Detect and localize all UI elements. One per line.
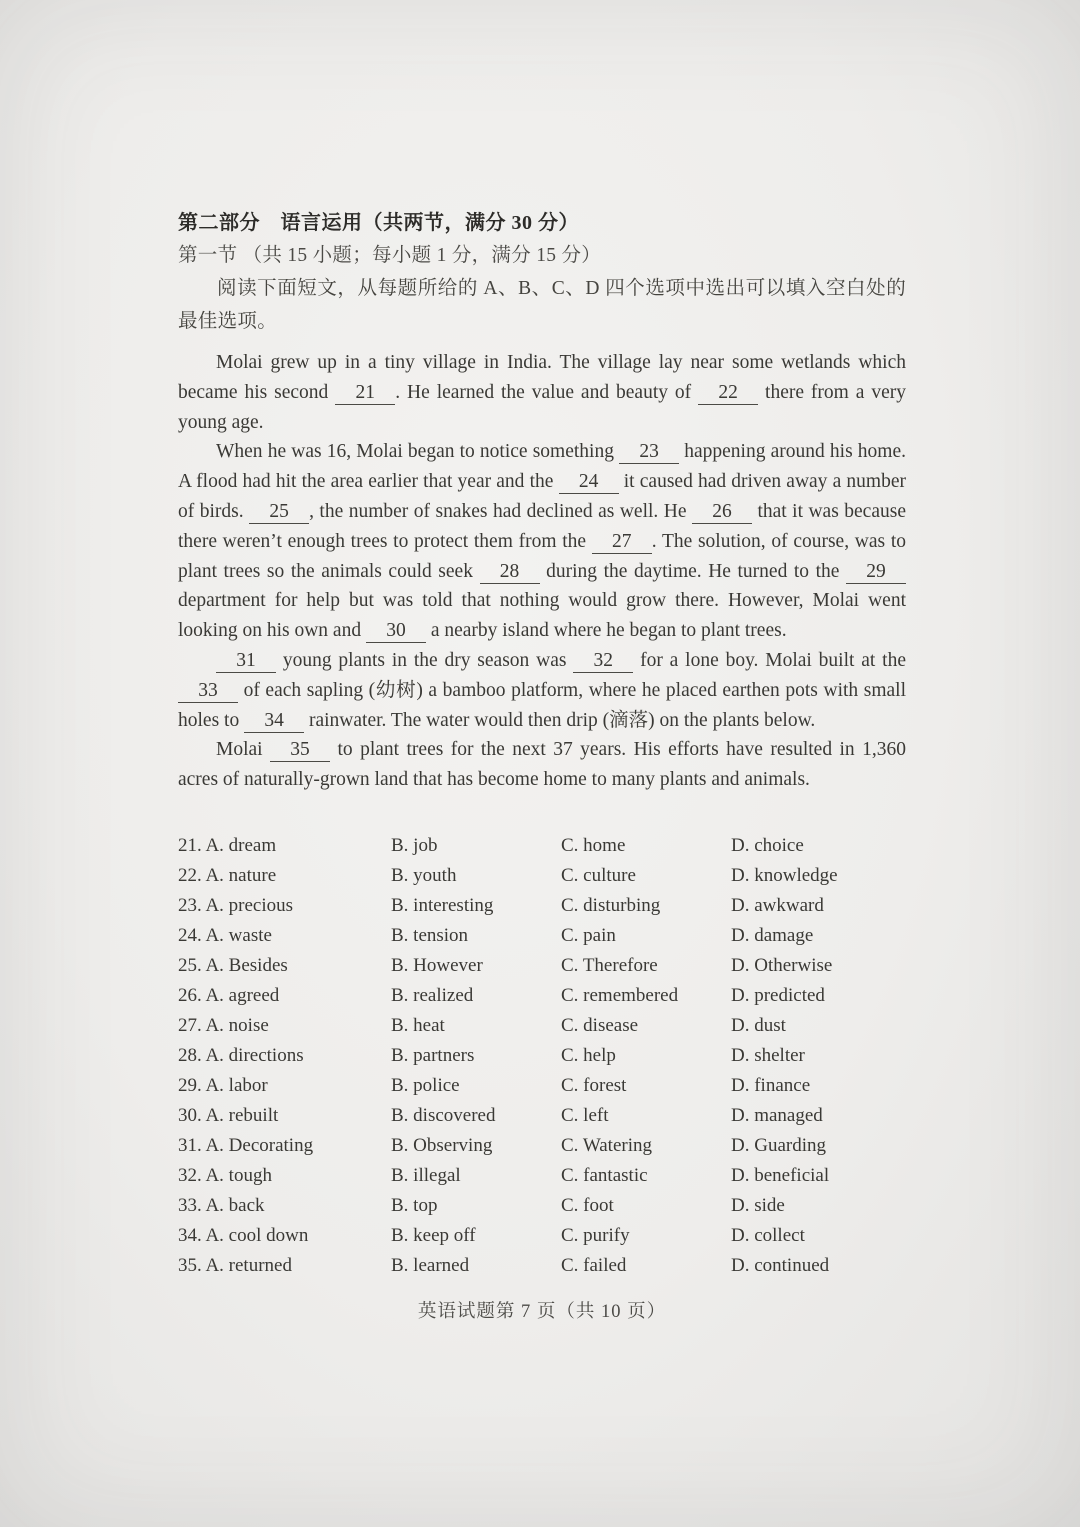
option-a: A. back	[205, 1194, 265, 1216]
section-title: 第一节 （共 15 小题；每小题 1 分，满分 15 分）	[178, 245, 602, 266]
option-b: B. job	[391, 834, 438, 856]
question-row-31	[178, 1131, 906, 1161]
option-c: C. Therefore	[561, 954, 658, 976]
option-d: D. choice	[731, 834, 804, 856]
option-a: A. Besides	[205, 954, 288, 976]
option-a: A. precious	[205, 894, 294, 916]
option-c: C. remembered	[561, 984, 679, 1006]
option-b: B. top	[391, 1194, 438, 1216]
option-a: A. nature	[205, 864, 277, 886]
option-a: A. labor	[205, 1074, 268, 1096]
option-c: C. Watering	[561, 1134, 652, 1156]
question-row-32	[178, 1161, 906, 1191]
cloze-blank-23: 23	[619, 441, 679, 464]
option-a: A. dream	[205, 834, 277, 856]
question-number: 24.	[178, 924, 206, 946]
option-c: C. forest	[561, 1074, 627, 1096]
cloze-blank-21: 21	[335, 382, 395, 405]
option-a: A. returned	[205, 1254, 292, 1276]
passage-paragraph: 31 young plants in the dry season was 32 for a lone boy. Molai built at the 33 of each sapling (幼树) a bamboo platform, where he placed earthen pots with small holes to 34 rainwater. The water would then drip (滴落) on the plants below.	[178, 649, 906, 731]
option-d: D. side	[731, 1194, 785, 1216]
cloze-blank-32: 32	[573, 650, 633, 673]
question-number: 31.	[178, 1134, 206, 1156]
option-c: C. help	[561, 1044, 616, 1066]
option-b: B. learned	[391, 1254, 470, 1276]
question-row-25	[178, 951, 906, 981]
option-d: D. Guarding	[731, 1134, 826, 1156]
question-row-35	[178, 1251, 906, 1281]
question-number: 22.	[178, 864, 206, 886]
option-d: D. continued	[731, 1254, 830, 1276]
page-content	[178, 207, 906, 1323]
question-cell-a	[178, 1041, 391, 1071]
option-b: B. youth	[391, 864, 457, 886]
option-c: C. purify	[561, 1224, 630, 1246]
question-number: 34.	[178, 1224, 206, 1246]
option-d: D. damage	[731, 924, 814, 946]
question-row-23	[178, 891, 906, 921]
option-b: B. heat	[391, 1014, 445, 1036]
passage-paragraph: When he was 16, Molai began to notice something 23 happening around his home. A flood had hit the area earlier that year and the 24 it caused had driven away a number of birds. 25 , the number of snakes had declined as well. He 26 that it was because there weren’t enough trees to protect them from the 27 . The solution, of course, was to plant trees so the animals could seek 28 during the daytime. He turned to the 29 department for help but was told that nothing would grow there. However, Molai went looking on his own and 30 a nearby island where he began to plant trees.	[178, 441, 906, 642]
option-c: C. disease	[561, 1014, 639, 1036]
cloze-blank-35: 35	[270, 739, 330, 762]
option-a: A. Decorating	[205, 1134, 314, 1156]
question-number: 21.	[178, 834, 206, 856]
option-a: A. cool down	[205, 1224, 309, 1246]
option-c: C. left	[561, 1104, 609, 1126]
cloze-blank-33: 33	[178, 680, 238, 703]
question-row-27	[178, 1011, 906, 1041]
question-number: 26.	[178, 984, 206, 1006]
option-b: B. keep off	[391, 1224, 476, 1246]
option-b: B. tension	[391, 924, 469, 946]
option-b: B. illegal	[391, 1164, 461, 1186]
option-c: C. fantastic	[561, 1164, 648, 1186]
option-c: C. foot	[561, 1194, 614, 1216]
cloze-blank-24: 24	[559, 471, 619, 494]
question-number: 23.	[178, 894, 206, 916]
option-b: B. However	[391, 954, 483, 976]
question-cell-a	[178, 861, 391, 891]
question-cell-a	[178, 1221, 391, 1251]
question-row-22	[178, 861, 906, 891]
cloze-blank-27: 27	[592, 531, 652, 554]
option-d: D. shelter	[731, 1044, 805, 1066]
option-c: C. culture	[561, 864, 636, 886]
question-cell-a	[178, 1101, 391, 1131]
cloze-blank-30: 30	[366, 620, 426, 643]
question-number: 30.	[178, 1104, 206, 1126]
option-d: D. beneficial	[731, 1164, 830, 1186]
question-number: 28.	[178, 1044, 206, 1066]
question-row-29	[178, 1071, 906, 1101]
question-cell-a	[178, 1191, 391, 1221]
option-c: C. failed	[561, 1254, 627, 1276]
option-d: D. predicted	[731, 984, 825, 1006]
cloze-blank-29: 29	[846, 561, 906, 584]
passage-paragraph: Molai 35 to plant trees for the next 37 years. His efforts have resulted in 1,360 acres of naturally-grown land that has become home to many plants and animals.	[178, 739, 906, 791]
option-b: B. Observing	[391, 1134, 493, 1156]
option-a: A. waste	[205, 924, 272, 946]
option-a: A. rebuilt	[205, 1104, 279, 1126]
question-number: 35.	[178, 1254, 206, 1276]
question-cell-a	[178, 1011, 391, 1041]
question-row-26	[178, 981, 906, 1011]
option-c: C. disturbing	[561, 894, 661, 916]
option-b: B. partners	[391, 1044, 475, 1066]
question-number: 25.	[178, 954, 206, 976]
question-cell-a	[178, 1071, 391, 1101]
question-row-33	[178, 1191, 906, 1221]
question-cell-a	[178, 831, 391, 861]
option-d: D. collect	[731, 1224, 805, 1246]
option-d: D. knowledge	[731, 864, 838, 886]
cloze-blank-28: 28	[480, 561, 540, 584]
question-cell-a	[178, 921, 391, 951]
option-d: D. awkward	[731, 894, 824, 916]
question-number: 29.	[178, 1074, 206, 1096]
question-row-34	[178, 1221, 906, 1251]
question-row-21	[178, 831, 906, 861]
cloze-blank-22: 22	[698, 382, 758, 405]
instructions-text: 阅读下面短文，从每题所给的 A、B、C、D 四个选项中选出可以填入空白处的最佳选项。	[178, 278, 906, 332]
question-cell-a	[178, 891, 391, 921]
passage-paragraph: Molai grew up in a tiny village in India. The village lay near some wetlands which became his second 21 . He learned the value and beauty of 22 there from a very young age.	[178, 352, 906, 433]
option-d: D. dust	[731, 1014, 786, 1036]
option-d: D. finance	[731, 1074, 811, 1096]
option-a: A. directions	[205, 1044, 304, 1066]
part-title: 第二部分 语言运用（共两节，满分 30 分）	[178, 212, 579, 234]
question-cell-a	[178, 1251, 391, 1281]
option-a: A. noise	[205, 1014, 269, 1036]
option-b: B. discovered	[391, 1104, 496, 1126]
page-footer: 英语试题第 7 页（共 10 页）	[417, 1301, 667, 1322]
option-c: C. home	[561, 834, 626, 856]
option-a: A. agreed	[205, 984, 280, 1006]
option-a: A. tough	[205, 1164, 272, 1186]
question-row-24	[178, 921, 906, 951]
cloze-blank-25: 25	[249, 501, 309, 524]
question-number: 27.	[178, 1014, 206, 1036]
options-table	[178, 831, 906, 1281]
cloze-blank-31: 31	[216, 650, 276, 673]
question-cell-a	[178, 951, 391, 981]
cloze-passage	[178, 348, 906, 795]
option-b: B. interesting	[391, 894, 494, 916]
question-row-28	[178, 1041, 906, 1071]
question-cell-a	[178, 1161, 391, 1191]
question-cell-a	[178, 981, 391, 1011]
question-cell-a	[178, 1131, 391, 1161]
option-b: B. police	[391, 1074, 460, 1096]
cloze-blank-26: 26	[692, 501, 752, 524]
option-c: C. pain	[561, 924, 616, 946]
question-row-30	[178, 1101, 906, 1131]
option-b: B. realized	[391, 984, 474, 1006]
option-d: D. Otherwise	[731, 954, 833, 976]
question-number: 33.	[178, 1194, 206, 1216]
cloze-blank-34: 34	[244, 710, 304, 733]
question-number: 32.	[178, 1164, 206, 1186]
option-d: D. managed	[731, 1104, 823, 1126]
